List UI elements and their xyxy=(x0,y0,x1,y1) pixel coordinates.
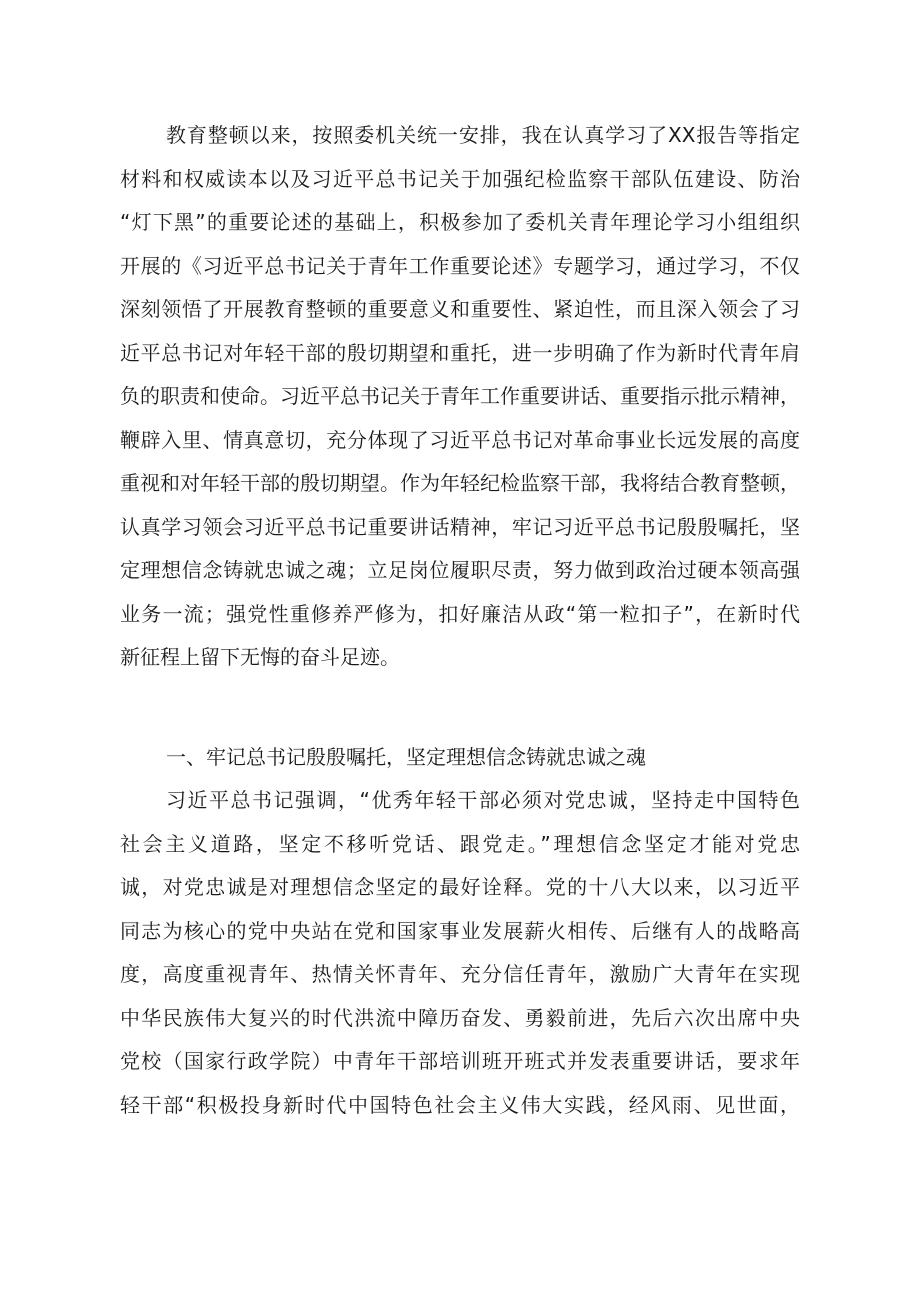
text-line: 社会主义道路，坚定不移听党话、跟党走。”理想信念坚定才能对党忠 xyxy=(120,831,800,856)
text-line: 认真学习领会习近平总书记重要讲话精神，牢记习近平总书记殷殷嘱托，坚 xyxy=(120,514,800,539)
text-line: 中华民族伟大复兴的时代洪流中障历奋发、勇毅前进，先后六次出席中央 xyxy=(120,1005,800,1030)
text-line: 习近平总书记强调，“优秀年轻干部必须对党忠诚，坚持走中国特色 xyxy=(166,788,800,812)
text-line: 党校（国家行政学院）中青年干部培训班开班式并发表重要讲话，要求年 xyxy=(120,1049,800,1073)
text-line: 鞭辟入里、情真意切，充分体现了习近平总书记对革命事业长远发展的高度 xyxy=(120,427,800,452)
section-heading xyxy=(120,736,800,780)
text-line: 同志为核心的党中央站在党和国家事业发展薪火相传、后继有人的战略高 xyxy=(120,918,800,943)
text-line: 重视和对年轻干部的殷切期望。作为年轻纪检监察干部，我将结合教育整顿， xyxy=(120,471,800,495)
text-line: 近平总书记对年轻干部的殷切期望和重托，进一步明确了作为新时代青年肩 xyxy=(120,340,800,365)
text-line: 诚，对党忠诚是对理想信念坚定的最好诠释。党的十八大以来，以习近平 xyxy=(120,875,800,899)
section-paragraph xyxy=(120,779,800,1127)
text-line: 定理想信念铸就忠诚之魂；立足岗位履职尽责，努力做到政治过硬本领高强 xyxy=(120,558,800,582)
text-line: 教育整顿以来，按照委机关统一安排，我在认真学习了XX报告等指定 xyxy=(166,123,800,147)
text-line: 度，高度重视青年、热情关怀青年、充分信任青年，激励广大青年在实现 xyxy=(120,962,800,986)
heading-text: 一、牢记总书记殷殷嘱托，坚定理想信念铸就忠诚之魂 xyxy=(166,745,646,769)
text-line: “灯下黑”的重要论述的基础上，积极参加了委机关青年理论学习小组组织 xyxy=(120,210,800,234)
text-line: 业务一流；强党性重修养严修为，扣好廉洁从政“第一粒扣子”，在新时代 xyxy=(120,601,800,626)
text-line: 材料和权威读本以及习近平总书记关于加强纪检监察干部队伍建设、防治 xyxy=(120,166,800,191)
text-line: 新征程上留下无悔的奋斗足迹。 xyxy=(120,645,400,669)
text-line: 开展的《习近平总书记关于青年工作重要论述》专题学习，通过学习，不仅 xyxy=(120,253,800,278)
text-line: 负的职责和使命。习近平总书记关于青年工作重要讲话、重要指示批示精神， xyxy=(120,384,800,408)
text-line: 深刻领悟了开展教育整顿的重要意义和重要性、紧迫性，而且深入领会了习 xyxy=(120,297,800,321)
text-line: 轻干部“积极投身新时代中国特色社会主义伟大实践，经风雨、见世面， xyxy=(120,1092,800,1117)
intro-paragraph xyxy=(120,114,800,680)
